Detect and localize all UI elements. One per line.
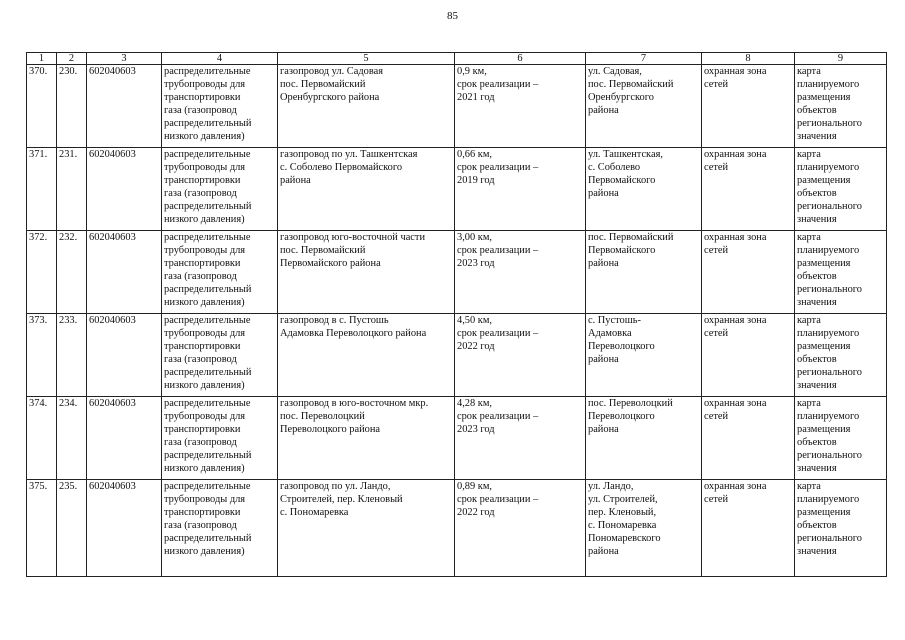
table-row	[27, 314, 887, 397]
page-number: 85	[447, 10, 458, 22]
table-cell: пос. Первомайский Первомайского района	[586, 231, 702, 314]
table-cell: 232.	[57, 231, 87, 314]
table-cell: охранная зона сетей	[702, 148, 795, 231]
table-cell: 370.	[27, 65, 57, 148]
header-row	[27, 53, 887, 65]
column-header: 2	[57, 53, 87, 65]
table-cell: охранная зона сетей	[702, 65, 795, 148]
table-cell: 3,00 км, срок реализации – 2023 год	[455, 231, 586, 314]
table-cell: 231.	[57, 148, 87, 231]
table-cell: распределительные трубопроводы для транспортировки газа (газопровод распределительный низкого давления)	[162, 480, 278, 577]
table-cell: с. Пустошь- Адамовка Переволоцкого района	[586, 314, 702, 397]
table-cell: 602040603	[87, 231, 162, 314]
table-cell: охранная зона сетей	[702, 231, 795, 314]
table-cell: распределительные трубопроводы для транспортировки газа (газопровод распределительный низкого давления)	[162, 148, 278, 231]
table-cell: 371.	[27, 148, 57, 231]
table-cell: 602040603	[87, 65, 162, 148]
table-row	[27, 148, 887, 231]
table-cell: газопровод по ул. Ландо, Строителей, пер. Кленовый с. Пономаревка	[278, 480, 455, 577]
table-cell: 0,89 км, срок реализации – 2022 год	[455, 480, 586, 577]
table-cell: 0,66 км, срок реализации – 2019 год	[455, 148, 586, 231]
table-cell: распределительные трубопроводы для транспортировки газа (газопровод распределительный низкого давления)	[162, 314, 278, 397]
registry-table	[26, 52, 887, 577]
table-cell: газопровод в с. Пустошь Адамовка Переволоцкого района	[278, 314, 455, 397]
column-header: 1	[27, 53, 57, 65]
table-cell: охранная зона сетей	[702, 397, 795, 480]
table-cell: газопровод юго-восточной части пос. Первомайский Первомайского района	[278, 231, 455, 314]
table-cell: ул. Садовая, пос. Первомайский Оренбургского района	[586, 65, 702, 148]
table-cell: охранная зона сетей	[702, 480, 795, 577]
table-cell: 602040603	[87, 480, 162, 577]
table-cell: 602040603	[87, 148, 162, 231]
table-cell: 235.	[57, 480, 87, 577]
table-cell: распределительные трубопроводы для транспортировки газа (газопровод распределительный низкого давления)	[162, 65, 278, 148]
table-cell: карта планируемого размещения объектов регионального значения	[795, 314, 887, 397]
column-header: 6	[455, 53, 586, 65]
table-cell: ул. Ландо, ул. Строителей, пер. Кленовый, с. Пономаревка Пономаревского района	[586, 480, 702, 577]
table-cell: 374.	[27, 397, 57, 480]
table-cell: 372.	[27, 231, 57, 314]
table-cell: карта планируемого размещения объектов регионального значения	[795, 480, 887, 577]
column-header: 8	[702, 53, 795, 65]
table-cell: 4,28 км, срок реализации – 2023 год	[455, 397, 586, 480]
table-cell: пос. Переволоцкий Переволоцкого района	[586, 397, 702, 480]
table-cell: газопровод ул. Садовая пос. Первомайский Оренбургского района	[278, 65, 455, 148]
column-header: 3	[87, 53, 162, 65]
table-row	[27, 480, 887, 577]
table-cell: распределительные трубопроводы для транспортировки газа (газопровод распределительный низкого давления)	[162, 397, 278, 480]
table-cell: 0,9 км, срок реализации – 2021 год	[455, 65, 586, 148]
table-cell: охранная зона сетей	[702, 314, 795, 397]
table-cell: карта планируемого размещения объектов регионального значения	[795, 231, 887, 314]
table-row	[27, 231, 887, 314]
table-cell: 230.	[57, 65, 87, 148]
column-header: 7	[586, 53, 702, 65]
column-header: 5	[278, 53, 455, 65]
column-header: 9	[795, 53, 887, 65]
table-cell: 375.	[27, 480, 57, 577]
table-cell: 233.	[57, 314, 87, 397]
column-header: 4	[162, 53, 278, 65]
table-cell: 373.	[27, 314, 57, 397]
table-cell: ул. Ташкентская, с. Соболево Первомайского района	[586, 148, 702, 231]
table-cell: карта планируемого размещения объектов регионального значения	[795, 148, 887, 231]
table-cell: карта планируемого размещения объектов регионального значения	[795, 397, 887, 480]
table-cell: распределительные трубопроводы для транспортировки газа (газопровод распределительный низкого давления)	[162, 231, 278, 314]
table-cell: 4,50 км, срок реализации – 2022 год	[455, 314, 586, 397]
table-cell: газопровод в юго-восточном мкр. пос. Переволоцкий Переволоцкого района	[278, 397, 455, 480]
table-cell: карта планируемого размещения объектов регионального значения	[795, 65, 887, 148]
table-row	[27, 65, 887, 148]
table-cell: 602040603	[87, 397, 162, 480]
table-cell: 234.	[57, 397, 87, 480]
table-row	[27, 397, 887, 480]
table-cell: 602040603	[87, 314, 162, 397]
table-cell: газопровод по ул. Ташкентская с. Соболево Первомайского района	[278, 148, 455, 231]
